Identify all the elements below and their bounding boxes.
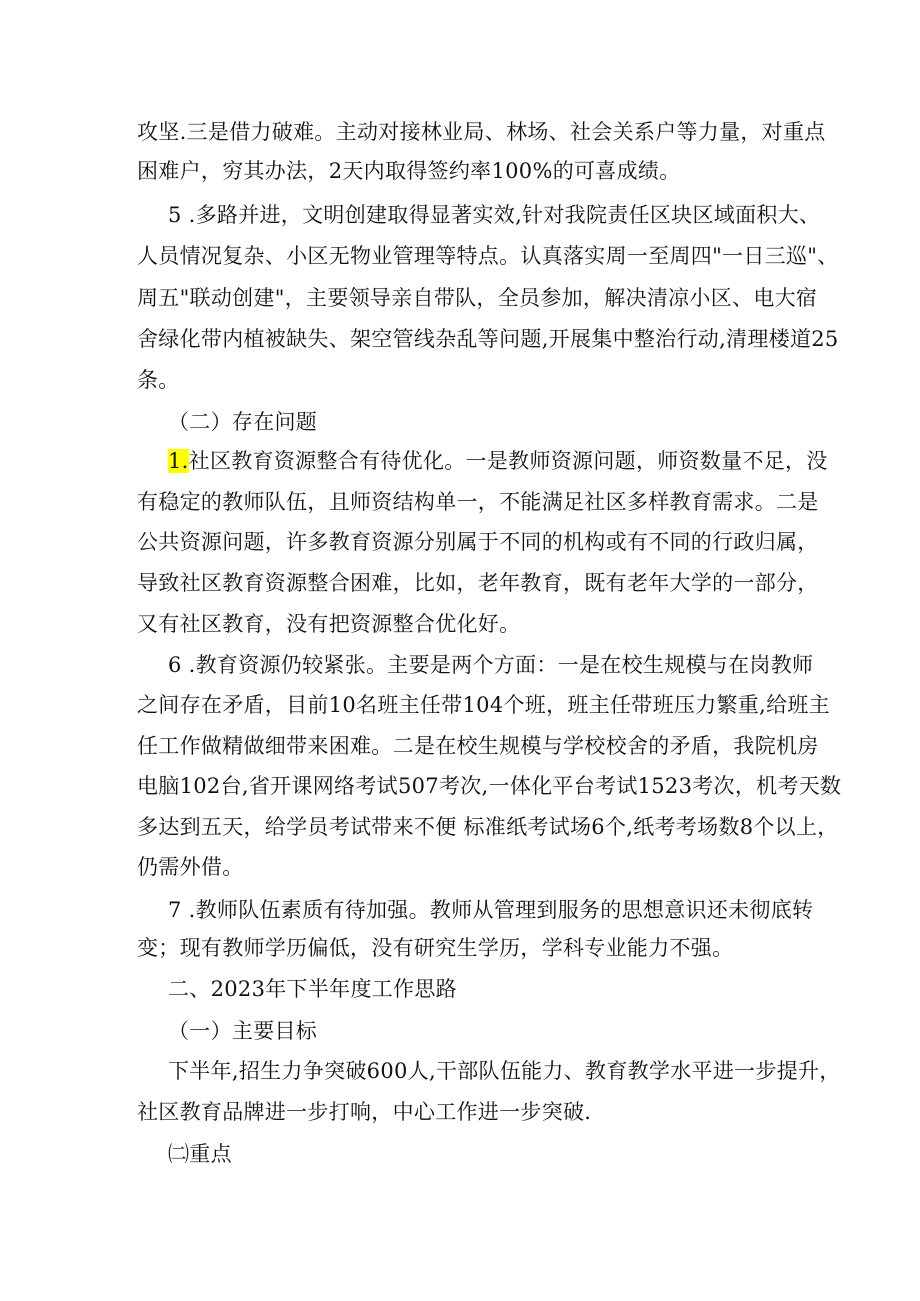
text-line-9-body: 社区教育资源整合有待优化。一是教师资源问题，师资数量不足，没	[188, 449, 828, 473]
text-line-2: 困难户，穷其办法，2天内取得签约率100%的可喜成绩。	[137, 159, 681, 183]
text-line-25: 社区教育品牌进一步打响，中心工作进一步突破.	[137, 1100, 592, 1124]
text-line-11: 公共资源问题，许多教育资源分别属于不同的机构或有不同的行政归属，	[137, 530, 819, 554]
text-line-6: 舍绿化带内植被缺失、架空管线杂乱等问题,开展集中整治行动,清理楼道25	[137, 327, 839, 351]
section-heading-key-points: ㈡重点	[168, 1142, 232, 1166]
text-line-1: 攻坚.三是借力破难。主动对接林业局、林场、社会关系户等力量，对重点	[137, 120, 826, 144]
text-line-13: 又有社区教育，没有把资源整合优化好。	[137, 612, 521, 636]
text-line-10: 有稳定的教师队伍，且师资结构单一，不能满足社区多样教育需求。二是	[137, 490, 819, 514]
text-line-5: 周五"联动创建"，主要领导亲自带队，全员参加，解决清凉小区、电大宿	[137, 286, 818, 310]
section-heading-existing-problems: （二）存在问题	[168, 410, 318, 434]
text-line-21: 变；现有教师学历偏低，没有研究生学历，学科专业能力不强。	[137, 936, 734, 960]
section-heading-work-plan: 二、2023年下半年度工作思路	[168, 977, 457, 1001]
text-line-18: 多达到五天，给学员考试带来不便 标准纸考试场6个,纸考考场数8个以上，	[137, 815, 839, 839]
text-line-16: 任工作做精做细带来困难。二是在校生规模与学校校舍的矛盾，我院机房	[137, 734, 819, 758]
text-line-9	[168, 447, 828, 475]
text-line-20: 7 .教师队伍素质有待加强。教师从管理到服务的思想意识还未彻底转	[168, 898, 814, 922]
text-line-17: 电脑102台,省开课网络考试507考次,一体化平台考试1523考次，机考天数	[137, 774, 842, 798]
text-line-7: 条。	[137, 368, 180, 392]
text-line-12: 导致社区教育资源整合困难，比如，老年教育，既有老年大学的一部分，	[137, 571, 819, 595]
text-line-24: 下半年,招生力争突破600人,干部队伍能力、教育教学水平进一步提升，	[168, 1059, 841, 1083]
text-line-19: 仍需外借。	[137, 855, 244, 879]
text-line-3: 5 .多路并进，文明创建取得显著实效,针对我院责任区块区域面积大、	[168, 203, 821, 227]
highlight-marker: 1.	[168, 449, 189, 473]
text-line-14: 6 .教育资源仍较紧张。主要是两个方面：一是在校生规模与在岗教师	[168, 653, 814, 677]
text-line-15: 之间存在矛盾，目前10名班主任带104个班，班主任带班压力繁重,给班主	[137, 693, 830, 717]
text-line-4: 人员情况复杂、小区无物业管理等特点。认真落实周一至周四"一日三巡"、	[137, 244, 839, 268]
section-heading-main-goals: （一）主要目标	[168, 1019, 318, 1043]
